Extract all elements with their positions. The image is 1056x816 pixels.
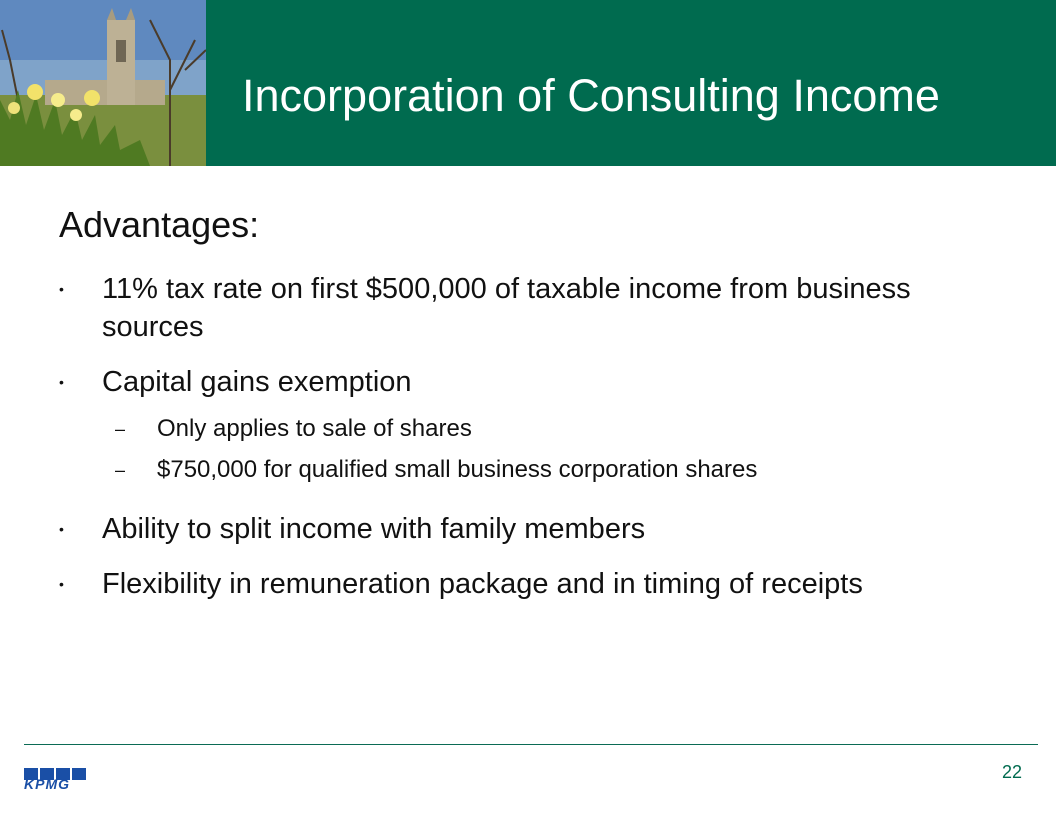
bullet-item	[59, 363, 952, 401]
bullet-text: Capital gains exemption	[102, 366, 412, 398]
slide-content	[59, 200, 1019, 620]
footer-divider	[24, 744, 1038, 745]
bullet-text: 11% tax rate on first $500,000 of taxable income from business sources	[102, 273, 911, 343]
page-number: 22	[1001, 762, 1022, 782]
bullet-marker: •	[59, 281, 64, 297]
bullet-item	[59, 270, 952, 346]
sub-bullet-marker: –	[115, 419, 126, 439]
section-heading: Advantages:	[59, 204, 260, 245]
bullet-item	[59, 510, 952, 548]
bullet-item	[59, 565, 952, 603]
kpmg-logo	[24, 768, 88, 790]
sub-bullet-text: Only applies to sale of shares	[157, 415, 472, 442]
bullet-marker: •	[59, 374, 64, 390]
bullet-text: Flexibility in remuneration package and in timing of receipts	[102, 568, 863, 600]
bullet-marker: •	[59, 576, 64, 592]
sub-bullet-marker: –	[115, 460, 126, 480]
bullet-text: Ability to split income with family members	[102, 513, 646, 545]
title-band	[206, 0, 1056, 166]
bullet-marker: •	[59, 521, 64, 537]
sub-bullet-item	[59, 455, 1019, 485]
logo-wordmark: KPMG	[24, 776, 70, 792]
sub-bullet-text: $750,000 for qualified small business corporation shares	[157, 456, 758, 483]
campus-photo	[0, 0, 206, 166]
slide-title: Incorporation of Consulting Income	[242, 70, 940, 121]
sub-bullet-item	[59, 414, 1019, 444]
